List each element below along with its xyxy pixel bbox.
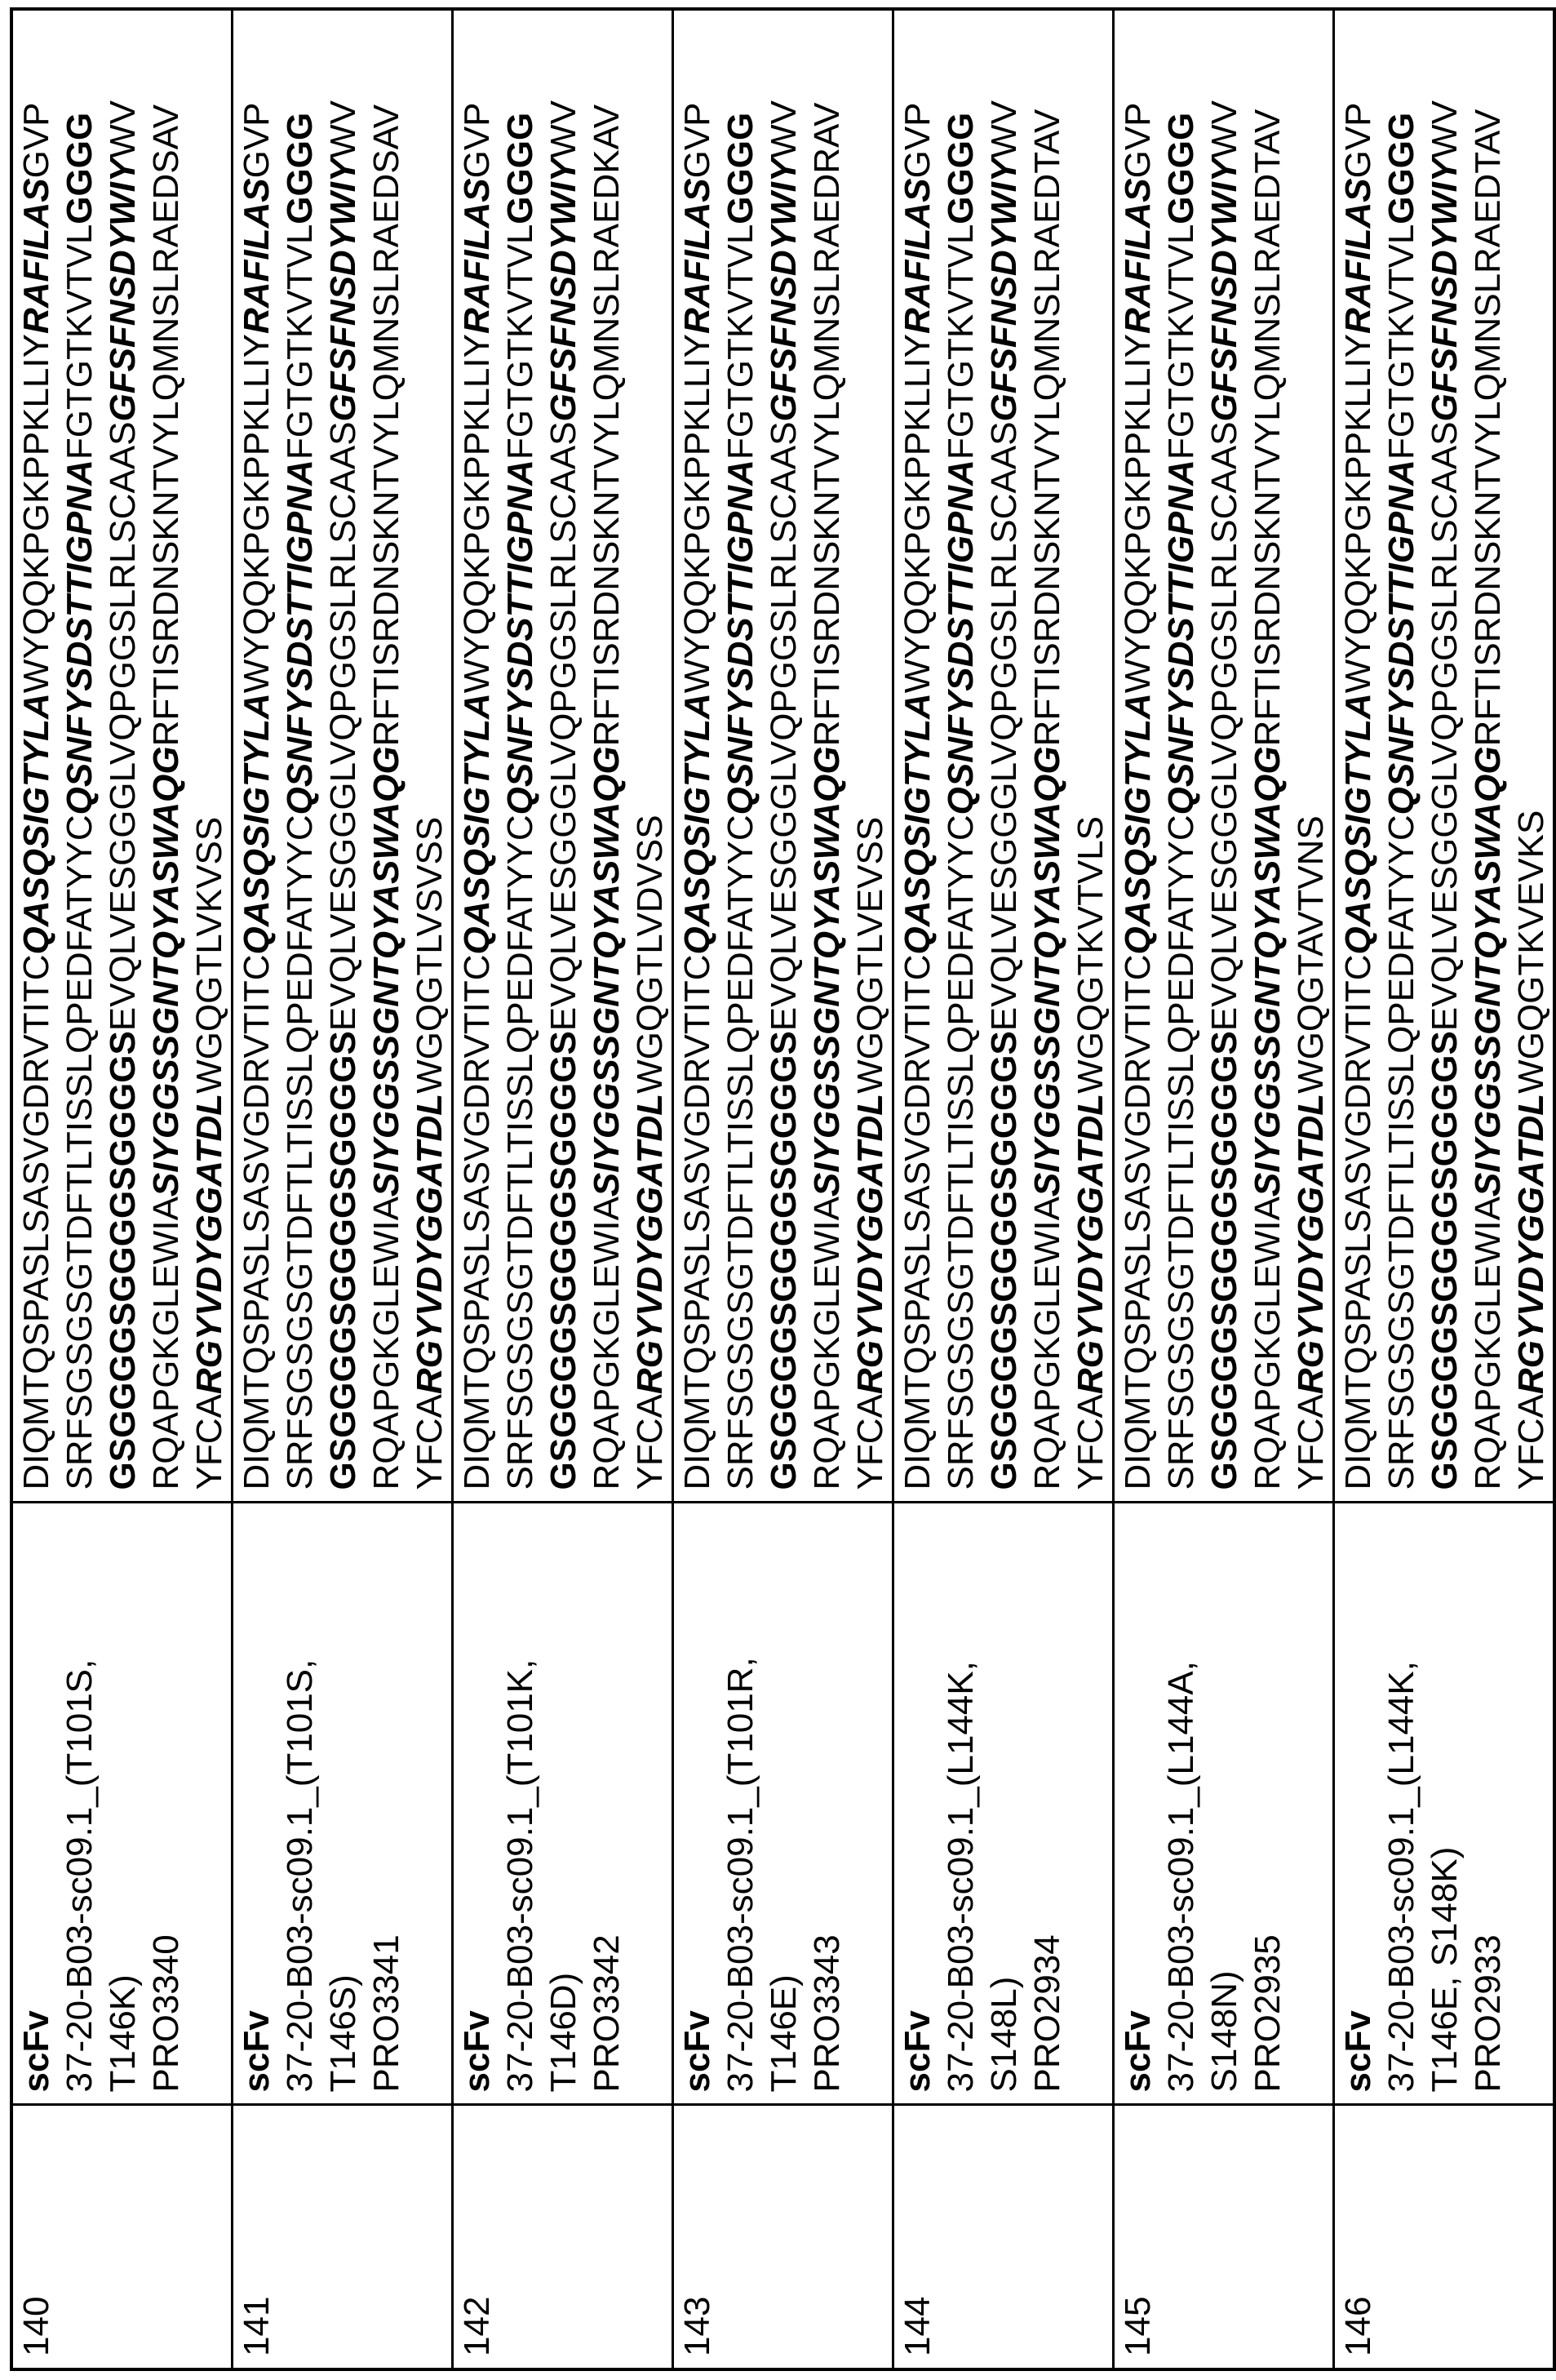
cdr-segment: GFSFNSDYWIY	[764, 158, 804, 422]
sequence-line	[896, 19, 939, 1490]
seq-number-cell	[11, 2105, 233, 2369]
cdr-segment: RAFILAS	[1118, 178, 1158, 334]
sequence-cell	[233, 9, 453, 1503]
sequence-segment: DIQMTQSPASLSASVGDRVTITC	[898, 954, 938, 1490]
sequence-segment: EVQLVESGGGLVQPGGSLRLSCAAS	[1425, 422, 1465, 1032]
sequence-segment: FGTGTKVTVL	[720, 224, 760, 460]
seq-id-number: 140	[15, 2115, 58, 2357]
sequence-segment: WYQQKPGKPPKLLIY	[457, 334, 497, 693]
cdr-segment: GFSFNSDYWIY	[323, 158, 363, 422]
sequence-segment: GVP	[16, 102, 56, 178]
sequence-segment: RFTISRDNSKNTVYLQMNSLRAEDKAV	[587, 104, 627, 746]
sequence-segment: WGQGTKVEVKS	[1511, 810, 1551, 1094]
sequence-segment: EVQLVESGGGLVQPGGSLRLSCAAS	[543, 422, 583, 1032]
format-label: scFv	[455, 1512, 499, 2093]
linker-segment: GGGG	[720, 113, 760, 224]
cdr-segment: QASQSIGTYLA	[237, 693, 277, 954]
sequence-line	[585, 19, 628, 1490]
sequence-segment: DIQMTQSPASLSASVGDRVTITC	[237, 954, 277, 1490]
sequence-segment: WYQQKPGKPPKLLIY	[1338, 334, 1378, 693]
sequence-segment: EVQLVESGGGLVQPGGSLRLSCAAS	[1204, 422, 1244, 1032]
table-row	[673, 9, 893, 2369]
sequence-segment: WGQGTLVEVSS	[850, 817, 890, 1094]
seq-number-cell	[673, 2105, 893, 2369]
cdr-segment: RAFILAS	[898, 178, 938, 334]
linker-segment: GGGG	[1161, 113, 1201, 224]
sequence-segment: SRFSGSGSGTDFTLTISSLQPEDFATYYC	[941, 815, 981, 1490]
sequence-line	[719, 19, 762, 1490]
cdr-segment: SIYGGSSGNTQYASWAQG	[1468, 746, 1508, 1197]
sequence-segment: WGQGTAVTVNS	[1291, 815, 1331, 1094]
cdr-segment: QASQSIGTYLA	[1338, 693, 1378, 954]
seq-number-cell	[1114, 2105, 1334, 2369]
sequence-line	[1337, 19, 1380, 1490]
cdr-segment: QASQSIGTYLA	[677, 693, 717, 954]
sequence-segment: RFTISRDNSKNTVYLQMNSLRAEDTAV	[1248, 109, 1288, 747]
sequence-line	[542, 19, 585, 1490]
description-cell	[1114, 1503, 1334, 2105]
cdr-segment: RAFILAS	[457, 178, 497, 334]
sequence-segment: RFTISRDNSKNTVYLQMNSLRAEDTAV	[1468, 109, 1508, 747]
table-body	[11, 9, 1554, 2369]
linker-segment: GGGG	[941, 113, 981, 224]
sequence-segment: FGTGTKVTVL	[500, 224, 540, 460]
description-line: S148N)	[1203, 1512, 1246, 2093]
cdr-segment: SIYGGSSGNTQYASWAQG	[807, 746, 847, 1197]
cdr-segment: QSNFYSDSTTIGPNA	[1161, 460, 1201, 815]
sequence-line	[188, 19, 231, 1490]
linker-segment: GGGG	[60, 113, 100, 224]
cdr-segment: RGYVDYGGATDL	[1071, 1094, 1110, 1394]
table-row	[233, 9, 453, 2369]
sequence-line	[58, 19, 101, 1490]
linker-segment: GSGGGGSGGGGSGGGGS	[764, 1031, 804, 1490]
cdr-segment: QSNFYSDSTTIGPNA	[1381, 460, 1421, 815]
sequence-line	[235, 19, 278, 1490]
cdr-segment: RGYVDYGGATDL	[850, 1094, 890, 1394]
sequence-segment: WGQGTLVKVSS	[189, 817, 229, 1094]
description-line: 37-20-B03-sc09.1_(T101S,	[278, 1512, 321, 2093]
cdr-segment: RGYVDYGGATDL	[189, 1094, 229, 1394]
sequence-segment: SRFSGSGSGTDFTLTISSLQPEDFATYYC	[1381, 815, 1421, 1490]
table-row	[1114, 9, 1334, 2369]
seq-id-number: 144	[896, 2115, 939, 2357]
sequence-segment: DIQMTQSPASLSASVGDRVTITC	[1118, 954, 1158, 1490]
sequence-line	[455, 19, 499, 1490]
cdr-segment: QASQSIGTYLA	[16, 693, 56, 954]
sequence-segment: WYQQKPGKPPKLLIY	[16, 334, 56, 693]
seq-number-cell	[893, 2105, 1114, 2369]
linker-segment: GSGGGGSGGGGSGGGGS	[984, 1031, 1024, 1490]
cdr-segment: RGYVDYGGATDL	[630, 1094, 670, 1394]
sequence-segment: EVQLVESGGGLVQPGGSLRLSCAAS	[764, 422, 804, 1032]
seq-id-number: 143	[676, 2115, 719, 2357]
table-row	[893, 9, 1114, 2369]
sequence-segment: YFCA	[189, 1394, 229, 1490]
description-line: 37-20-B03-sc09.1_(T101R,	[719, 1512, 762, 2093]
sequence-line	[762, 19, 805, 1490]
description-cell	[233, 1503, 453, 2105]
sequence-line	[1026, 19, 1069, 1490]
sequence-line	[365, 19, 408, 1490]
description-line: S148L)	[982, 1512, 1026, 2093]
sequence-segment: WGQGTLVDVSS	[630, 815, 670, 1093]
sequence-segment: SRFSGSGSGTDFTLTISSLQPEDFATYYC	[60, 815, 100, 1490]
sequence-cell	[11, 9, 233, 1503]
cdr-segment: GFSFNSDYWIY	[1425, 158, 1465, 422]
cdr-segment: RGYVDYGGATDL	[410, 1094, 450, 1394]
sequence-line	[805, 19, 849, 1490]
description-line: 37-20-B03-sc09.1_(L144A,	[1159, 1512, 1203, 2093]
description-cell	[1334, 1503, 1555, 2105]
description-line: PRO2934	[1026, 1512, 1069, 2093]
sequence-cell	[1334, 9, 1555, 1503]
linker-segment: GSGGGGSGGGGSGGGGS	[543, 1031, 583, 1490]
sequence-line	[939, 19, 982, 1490]
sequence-segment: RFTISRDNSKNTVYLQMNSLRAEDSAV	[366, 104, 406, 746]
sequence-line	[101, 19, 144, 1490]
sequence-segment: GVP	[1338, 102, 1378, 178]
sequence-segment: DIQMTQSPASLSASVGDRVTITC	[1338, 954, 1378, 1490]
description-line: 37-20-B03-sc09.1_(T101S,	[58, 1512, 101, 2093]
cdr-segment: GFSFNSDYWIY	[543, 158, 583, 422]
cdr-segment: GFSFNSDYWIY	[1204, 158, 1244, 422]
cdr-segment: QSNFYSDSTTIGPNA	[500, 460, 540, 815]
cdr-segment: QSNFYSDSTTIGPNA	[720, 460, 760, 815]
sequence-segment: WGQGTLVSVSS	[410, 817, 450, 1094]
sequence-segment: FGTGTKVTVL	[1161, 224, 1201, 460]
sequence-line	[1380, 19, 1423, 1490]
description-cell	[453, 1503, 673, 2105]
sequence-segment: RQAPGKGLEWIA	[146, 1197, 186, 1490]
cdr-segment: RAFILAS	[677, 178, 717, 334]
sequence-cell	[893, 9, 1114, 1503]
description-line: T146D)	[542, 1512, 585, 2093]
format-label: scFv	[1116, 1512, 1159, 2093]
sequence-line	[982, 19, 1026, 1490]
sequence-segment: YFCA	[850, 1394, 890, 1490]
description-line: T146E, S148K)	[1423, 1512, 1466, 2093]
table-row	[1334, 9, 1555, 2369]
cdr-segment: SIYGGSSGNTQYASWAQG	[366, 746, 406, 1197]
sequence-segment: SRFSGSGSGTDFTLTISSLQPEDFATYYC	[280, 815, 320, 1490]
table-row	[11, 9, 233, 2369]
sequence-segment: DIQMTQSPASLSASVGDRVTITC	[457, 954, 497, 1490]
seq-id-number: 141	[235, 2115, 278, 2357]
sequence-segment: WV	[984, 100, 1024, 158]
sequence-segment: YFCA	[1291, 1394, 1331, 1490]
sequence-segment: FGTGTKVTVL	[280, 224, 320, 460]
sequence-cell	[673, 9, 893, 1503]
sequence-line	[408, 19, 451, 1490]
sequence-segment: SRFSGSGSGTDFTLTISSLQPEDFATYYC	[1161, 815, 1201, 1490]
description-cell	[11, 1503, 233, 2105]
sequence-segment: GVP	[1118, 102, 1158, 178]
format-label: scFv	[1337, 1512, 1380, 2093]
sequence-segment: RQAPGKGLEWIA	[1468, 1197, 1508, 1490]
sequence-segment: SRFSGSGSGTDFTLTISSLQPEDFATYYC	[500, 815, 540, 1490]
sequence-segment: WYQQKPGKPPKLLIY	[677, 334, 717, 693]
sequence-segment: RQAPGKGLEWIA	[587, 1197, 627, 1490]
sequence-segment: RFTISRDNSKNTVYLQMNSLRAEDRAV	[807, 103, 847, 747]
sequence-segment: FGTGTKVTVL	[1381, 224, 1421, 460]
sequence-segment: RQAPGKGLEWIA	[1027, 1197, 1067, 1490]
sequence-segment: WV	[103, 100, 143, 158]
cdr-segment: RAFILAS	[1338, 178, 1378, 334]
cdr-segment: QSNFYSDSTTIGPNA	[941, 460, 981, 815]
sequence-segment: WV	[323, 100, 363, 158]
linker-segment: GSGGGGSGGGGSGGGGS	[323, 1031, 363, 1490]
sequence-segment: EVQLVESGGGLVQPGGSLRLSCAAS	[984, 422, 1024, 1032]
sequence-segment: WYQQKPGKPPKLLIY	[898, 334, 938, 693]
linker-segment: GSGGGGSGGGGSGGGGS	[103, 1031, 143, 1490]
sequence-segment: RQAPGKGLEWIA	[366, 1197, 406, 1490]
sequence-table	[10, 7, 1556, 2371]
sequence-segment: RQAPGKGLEWIA	[1248, 1197, 1288, 1490]
sequence-line	[1289, 19, 1332, 1490]
sequence-line	[1246, 19, 1289, 1490]
cdr-segment: GFSFNSDYWIY	[103, 158, 143, 422]
sequence-segment: SRFSGSGSGTDFTLTISSLQPEDFATYYC	[720, 815, 760, 1490]
description-line: T146S)	[321, 1512, 365, 2093]
sequence-line	[144, 19, 188, 1490]
cdr-segment: QSNFYSDSTTIGPNA	[60, 460, 100, 815]
sequence-segment: WV	[764, 100, 804, 158]
sequence-segment: WV	[1425, 100, 1465, 158]
sequence-segment: WV	[1204, 100, 1244, 158]
description-line: T146K)	[101, 1512, 144, 2093]
description-cell	[673, 1503, 893, 2105]
cdr-segment: SIYGGSSGNTQYASWAQG	[1248, 746, 1288, 1197]
description-line: T146E)	[762, 1512, 805, 2093]
seq-number-cell	[453, 2105, 673, 2369]
format-label: scFv	[676, 1512, 719, 2093]
sequence-segment: GVP	[237, 102, 277, 178]
sequence-line	[1116, 19, 1159, 1490]
description-line: PRO3343	[805, 1512, 849, 2093]
linker-segment: GGGG	[1381, 113, 1421, 224]
sequence-segment: YFCA	[630, 1394, 670, 1490]
linker-segment: GGGG	[280, 113, 320, 224]
cdr-segment: RAFILAS	[237, 178, 277, 334]
table-row	[453, 9, 673, 2369]
sequence-line	[628, 19, 672, 1490]
cdr-segment: SIYGGSSGNTQYASWAQG	[587, 746, 627, 1197]
sequence-line	[1069, 19, 1112, 1490]
cdr-segment: GFSFNSDYWIY	[984, 158, 1024, 422]
description-line: PRO3342	[585, 1512, 628, 2093]
linker-segment: GSGGGGSGGGGSGGGGS	[1204, 1031, 1244, 1490]
sequence-segment: RFTISRDNSKNTVYLQMNSLRAEDTAV	[1027, 109, 1067, 747]
format-label: scFv	[235, 1512, 278, 2093]
seq-id-number: 146	[1337, 2115, 1380, 2357]
cdr-segment: QASQSIGTYLA	[1118, 693, 1158, 954]
sequence-line	[1423, 19, 1466, 1490]
cdr-segment: RAFILAS	[16, 178, 56, 334]
sequence-segment: EVQLVESGGGLVQPGGSLRLSCAAS	[103, 422, 143, 1032]
sequence-line	[499, 19, 542, 1490]
sequence-line	[1509, 19, 1553, 1490]
seq-number-cell	[1334, 2105, 1555, 2369]
description-cell	[893, 1503, 1114, 2105]
sequence-line	[1466, 19, 1509, 1490]
description-line: 37-20-B03-sc09.1_(L144K,	[1380, 1512, 1423, 2093]
sequence-segment: YFCA	[410, 1394, 450, 1490]
sequence-segment: GVP	[677, 102, 717, 178]
sequence-segment: DIQMTQSPASLSASVGDRVTITC	[677, 954, 717, 1490]
cdr-segment: QASQSIGTYLA	[898, 693, 938, 954]
sequence-segment: DIQMTQSPASLSASVGDRVTITC	[16, 954, 56, 1490]
cdr-segment: SIYGGSSGNTQYASWAQG	[146, 746, 186, 1197]
cdr-segment: RGYVDYGGATDL	[1511, 1094, 1551, 1394]
sequence-segment: WGQGTKVTVLS	[1071, 816, 1110, 1094]
sequence-line	[1203, 19, 1246, 1490]
sequence-line	[849, 19, 892, 1490]
description-line: PRO3340	[144, 1512, 188, 2093]
sequence-line	[278, 19, 321, 1490]
linker-segment: GGGG	[500, 113, 540, 224]
cdr-segment: RGYVDYGGATDL	[1291, 1094, 1331, 1394]
description-line: PRO2935	[1246, 1512, 1289, 2093]
sequence-line	[321, 19, 365, 1490]
sequence-segment: YFCA	[1511, 1394, 1551, 1490]
rotated-page	[10, 11, 1532, 2371]
sequence-segment: GVP	[898, 102, 938, 178]
sequence-line	[15, 19, 58, 1490]
sequence-segment: WYQQKPGKPPKLLIY	[1118, 334, 1158, 693]
sequence-segment: EVQLVESGGGLVQPGGSLRLSCAAS	[323, 422, 363, 1032]
cdr-segment: SIYGGSSGNTQYASWAQG	[1027, 746, 1067, 1197]
sequence-segment: FGTGTKVTVL	[941, 224, 981, 460]
cdr-segment: QSNFYSDSTTIGPNA	[280, 460, 320, 815]
sequence-line	[1159, 19, 1203, 1490]
sequence-segment: GVP	[457, 102, 497, 178]
seq-number-cell	[233, 2105, 453, 2369]
sequence-segment: WV	[543, 100, 583, 158]
description-line: PRO2933	[1466, 1512, 1509, 2093]
sequence-segment: YFCA	[1071, 1394, 1110, 1490]
seq-id-number: 145	[1116, 2115, 1159, 2357]
sequence-line	[676, 19, 719, 1490]
format-label: scFv	[896, 1512, 939, 2093]
cdr-segment: QASQSIGTYLA	[457, 693, 497, 954]
sequence-segment: RQAPGKGLEWIA	[807, 1197, 847, 1490]
description-line: 37-20-B03-sc09.1_(T101K,	[499, 1512, 542, 2093]
description-line: PRO3341	[365, 1512, 408, 2093]
sequence-cell	[1114, 9, 1334, 1503]
description-line: 37-20-B03-sc09.1_(L144K,	[939, 1512, 982, 2093]
format-label: scFv	[15, 1512, 58, 2093]
sequence-cell	[453, 9, 673, 1503]
seq-id-number: 142	[455, 2115, 499, 2357]
sequence-segment: RFTISRDNSKNTVYLQMNSLRAEDSAV	[146, 104, 186, 746]
linker-segment: GSGGGGSGGGGSGGGGS	[1425, 1031, 1465, 1490]
sequence-segment: WYQQKPGKPPKLLIY	[237, 334, 277, 693]
sequence-segment: FGTGTKVTVL	[60, 224, 100, 460]
